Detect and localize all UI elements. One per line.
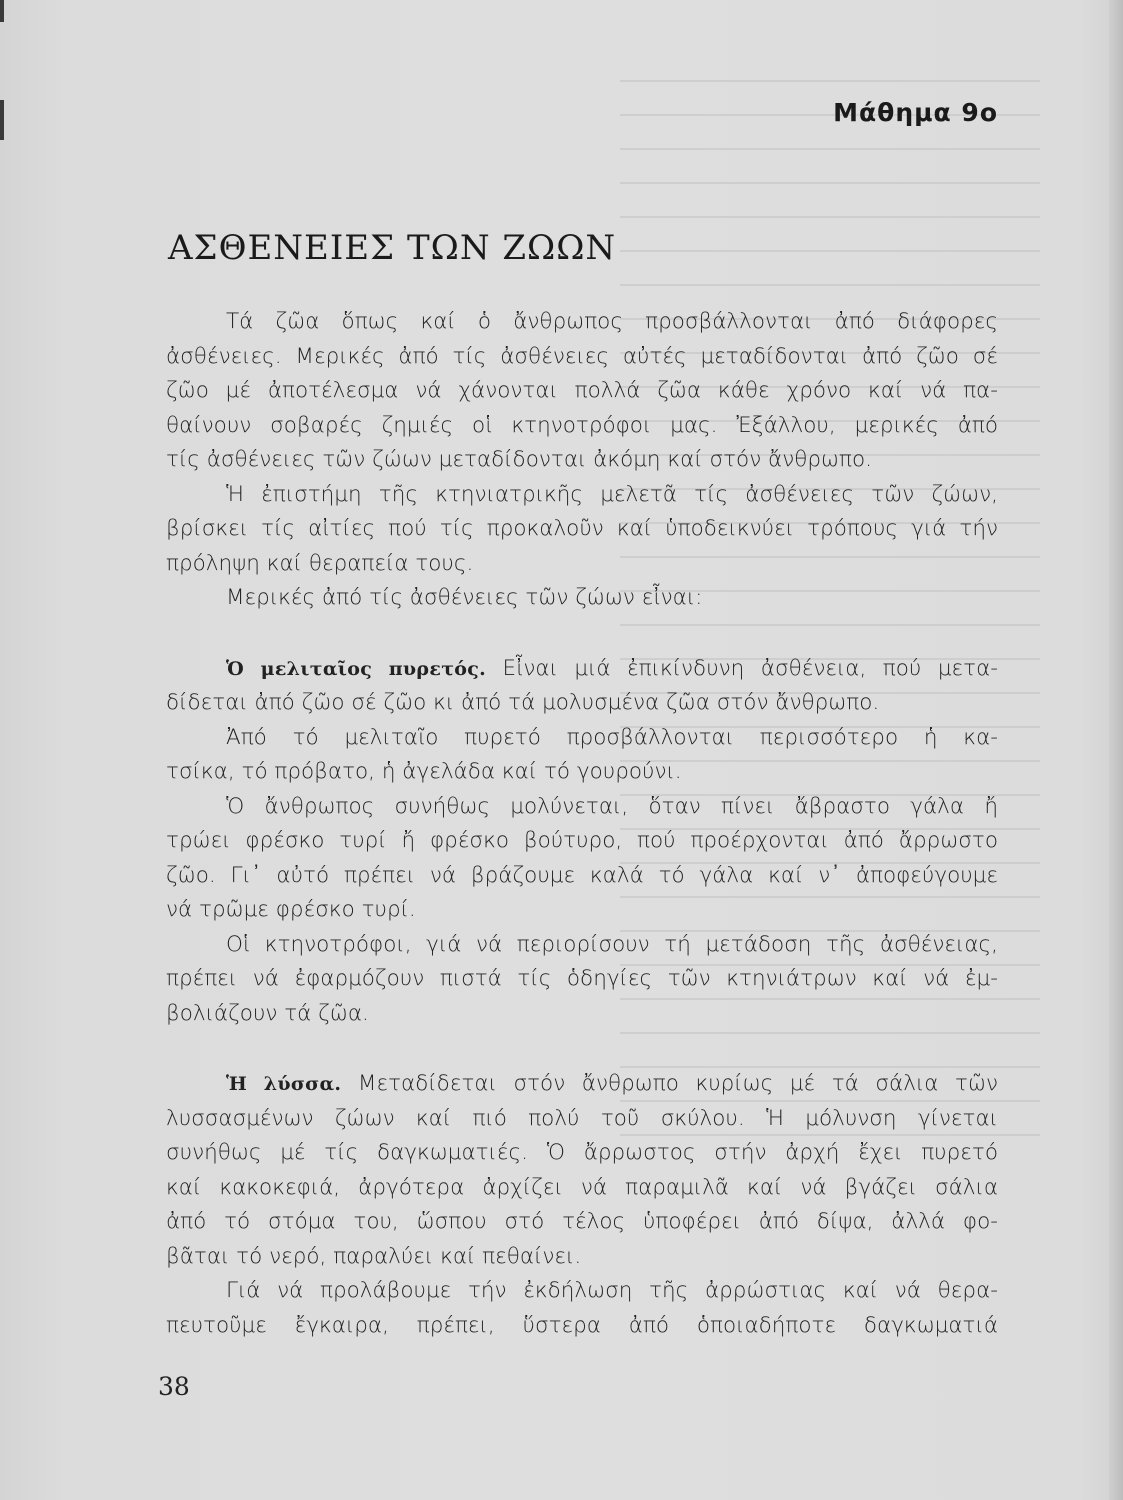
text-line: τίς ἀσθένειες τῶν ζώων μεταδίδονται ἀκόμη καί στόν ἄνθρωπο. xyxy=(166,447,872,472)
section-gap xyxy=(166,1031,998,1067)
text-line: τρώει φρέσκο τυρί ἤ φρέσκο βούτυρο, πού προέρχονται ἀπό ἄρρωστο xyxy=(166,828,998,853)
text-line: Ὁ ἄνθρωπος συνήθως μολύνεται, ὅταν πίνει ἄβραστο γάλα ἤ xyxy=(226,793,998,819)
paragraph-intro xyxy=(166,305,998,478)
chapter-title: ΑΣΘΕΝΕΙΕΣ ΤΩΝ ΖΩΩΝ xyxy=(168,228,617,268)
text-line: ζῶο. Γι᾿ αὐτό πρέπει νά βράζουμε καλά τό γάλα καί ν᾿ ἀποφεύγουμε xyxy=(166,862,998,888)
section-rabies xyxy=(166,1067,998,1343)
text-line: πρόληψη καί θεραπεία τους. xyxy=(166,550,474,576)
text-line: δίδεται ἀπό ζῶο σέ ζῶο κι ἀπό τά μολυσμένα ζῶα στόν ἄνθρωπο. xyxy=(166,690,880,715)
text-line: Οἱ κτηνοτρόφοι, γιά νά περιορίσουν τή μετάδοση τῆς ἀσθένειας, xyxy=(226,931,998,957)
text-line: ζῶο μέ ἀποτέλεσμα νά χάνονται πολλά ζῶα κάθε χρόνο καί νά πα- xyxy=(166,378,998,403)
section-brucellosis xyxy=(166,652,998,1032)
list-intro: Μερικές ἀπό τίς ἀσθένειες τῶν ζώων εἶναι: xyxy=(226,585,703,610)
text-line: θαίνουν σοβαρές ζημιές οἱ κτηνοτρόφοι μας. Ἐξάλλου, μερικές ἀπό xyxy=(166,412,998,438)
text-line: ἀσθένειες. Μερικές ἀπό τίς ἀσθένειες αὐτές μεταδίδονται ἀπό ζῶο σέ xyxy=(166,343,998,369)
text-line xyxy=(166,1067,998,1102)
text-line: Ἡ ἐπιστήμη τῆς κτηνιατρικῆς μελετᾶ τίς ἀσθένειες τῶν ζώων, xyxy=(226,481,998,507)
text-line: συνήθως μέ τίς δαγκωματιές. Ὁ ἄρρωστος στήν ἀρχή ἔχει πυρετό xyxy=(166,1140,998,1165)
text-line: ἀπό τό στόμα του, ὥσπου στό τέλος ὑποφέρει ἀπό δίψα, ἀλλά φο- xyxy=(166,1209,998,1234)
text-line: Γιά νά προλάβουμε τήν ἐκδήλωση τῆς ἀρρώστιας καί νά θερα- xyxy=(226,1278,998,1303)
text-line xyxy=(166,652,998,687)
section-heading: Ἡ λύσσα. xyxy=(226,1073,342,1095)
section-heading: Ὁ μελιταῖος πυρετός. xyxy=(226,657,487,680)
text-line: βρίσκει τίς αἰτίες πού τίς προκαλοῦν καί ὑποδεικνύει τρόπους γιά τήν xyxy=(166,516,998,541)
heading-line-rest: Εἶναι μιά ἐπικίνδυνη ἀσθένεια, πού μετα- xyxy=(502,655,998,681)
page-edge-shadow xyxy=(1109,0,1123,1500)
text-line: βολιάζουν τά ζῶα. xyxy=(166,1000,369,1026)
text-line: Τά ζῶα ὅπως καί ὁ ἄνθρωπος προσβάλλονται ἀπό διάφορες xyxy=(226,309,998,334)
text-line: νά τρῶμε φρέσκο τυρί. xyxy=(166,897,416,922)
paragraph-science xyxy=(166,478,998,582)
text-line: πρέπει νά ἐφαρμόζουν πιστά τίς ὁδηγίες τῶν κτηνιάτρων καί νά ἐμ- xyxy=(166,966,998,991)
text-line: πευτοῦμε ἔγκαιρα, πρέπει, ὕστερα ἀπό ὁποιαδήποτε δαγκωματιά xyxy=(166,1312,998,1338)
text-line: βᾶται τό νερό, παραλύει καί πεθαίνει. xyxy=(166,1243,582,1269)
scan-edge-mark xyxy=(0,100,4,140)
body-text xyxy=(166,305,998,1343)
text-line: τσίκα, τό πρόβατο, ἡ ἀγελάδα καί τό γουρούνι. xyxy=(166,759,682,784)
text-line: λυσσασμένων ζώων καί πιό πολύ τοῦ σκύλου. Ἡ μόλυνση γίνεται xyxy=(166,1105,998,1131)
text-line: καί κακοκεφιά, ἀργότερα ἀρχίζει νά παραμιλᾶ καί νά βγάζει σάλια xyxy=(166,1174,998,1200)
text-line: Ἀπό τό μελιταῖο πυρετό προσβάλλονται περισσότερο ἡ κα- xyxy=(226,724,998,750)
heading-line-rest: Μεταδίδεται στόν ἄνθρωπο κυρίως μέ τά σάλια τῶν xyxy=(357,1071,998,1096)
scan-edge-mark xyxy=(0,0,4,22)
lesson-label: Μάθημα 9ο xyxy=(833,98,998,127)
page-number: 38 xyxy=(158,1372,190,1401)
section-gap xyxy=(166,616,998,652)
